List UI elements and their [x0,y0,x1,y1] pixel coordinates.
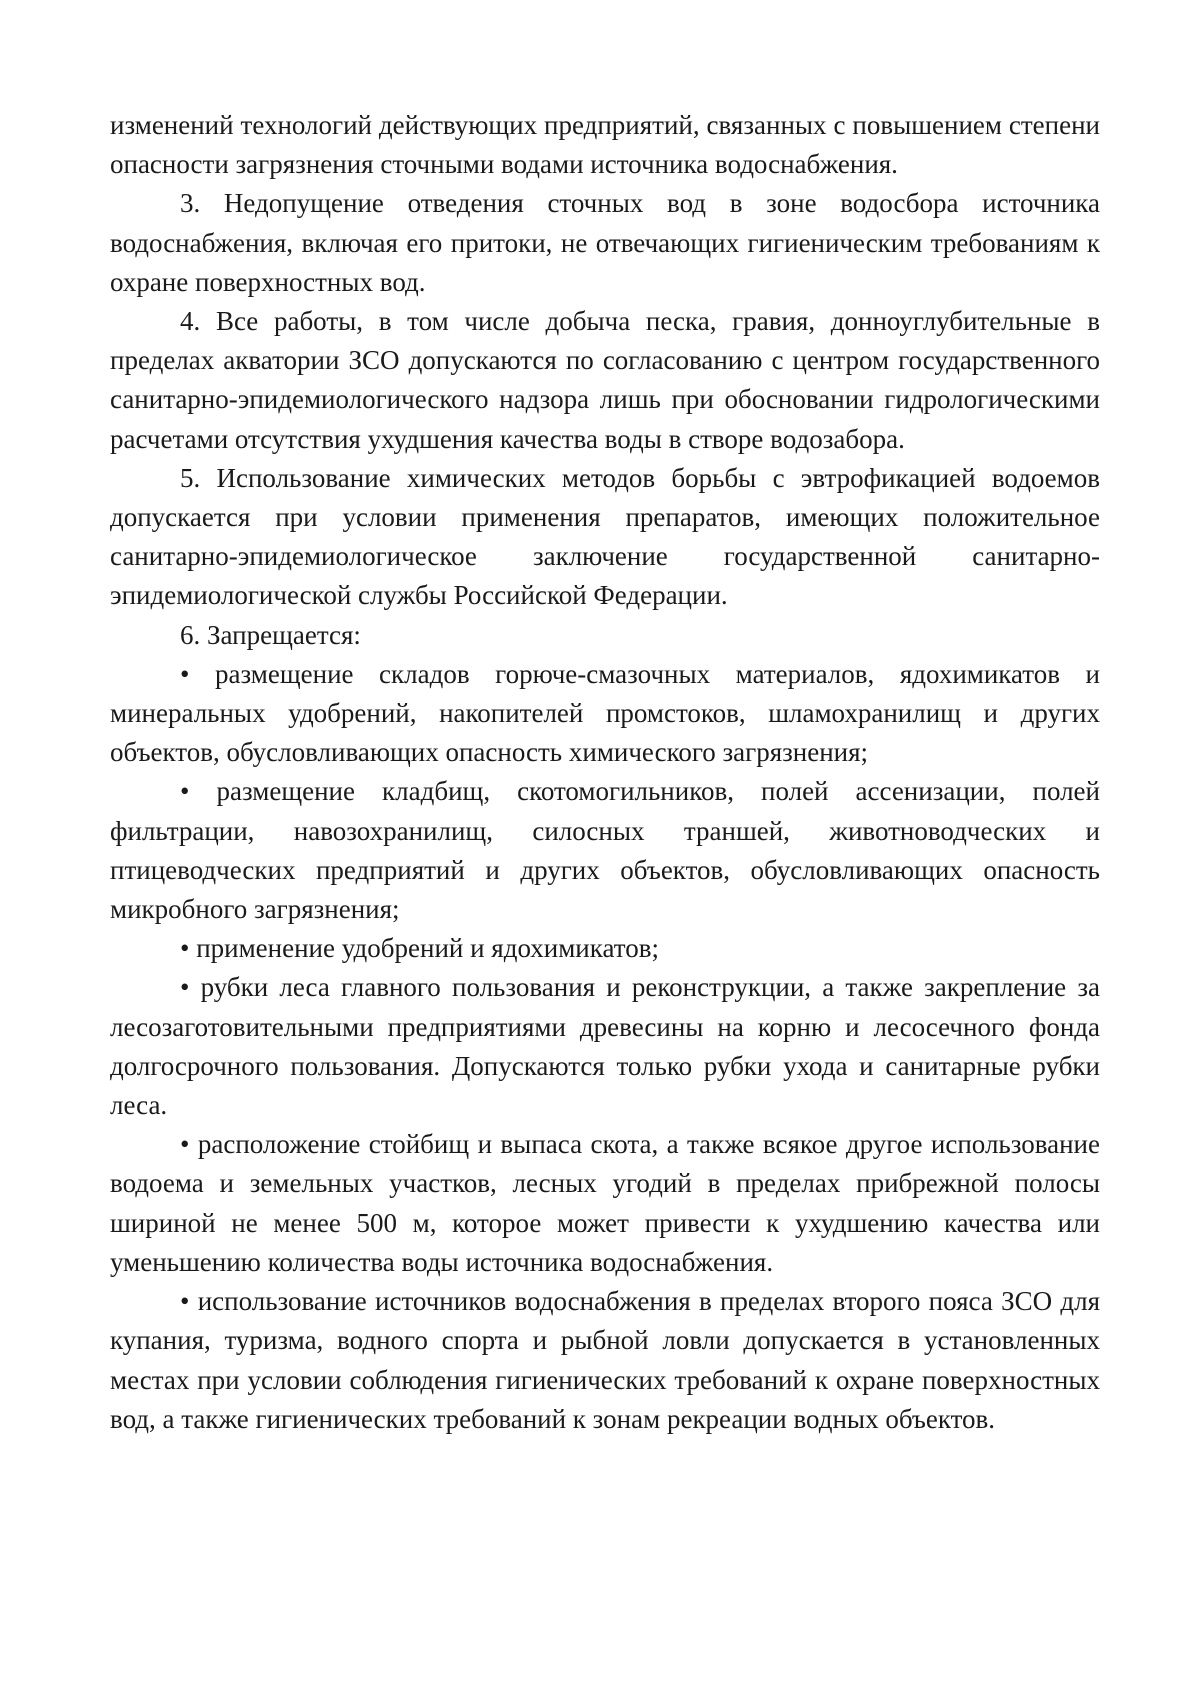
bullet-recreation: • использование источников водоснабжения в пределах второго пояса ЗСО для купания, туризма, водного спорта и рыбной ловли допускается в установленных местах при условии соблюдения гигиенических требований к охране поверхностных вод, а также гигиенических требований к зонам рекреации водных объектов. [110,1286,1100,1434]
paragraph-item-5: 5. Использование химических методов борьбы с эвтрофикацией водоемов допускается при условии применения препаратов, имеющих положительное санитарно-эпидемиологическое заключение государственной санитарно-эпидемиологической службы Российской Федерации. [110,462,1100,611]
bullet-fertilizers: • применение удобрений и ядохимикатов; [180,933,659,964]
bullet-logging: • рубки леса главного пользования и реконструкции, а также закрепление за лесозаготовительными предприятиями древесины на корню и лесосечного фонда долгосрочного пользования. Допускаются только рубки ухода и санитарные рубки леса. [110,972,1100,1121]
paragraph-item-6-heading: 6. Запрещается: [180,619,361,650]
paragraph-continuation: изменений технологий действующих предприятий, связанных с повышением степени опасности загрязнения сточными водами источника водоснабжения. [110,110,1100,180]
paragraph-item-4: 4. Все работы, в том числе добыча песка, гравия, донноуглубительные в пределах акватории ЗСО допускаются по согласованию с центром государственного санитарно-эпидемиологического надзора лишь при обосновании гидрологическими расчетами отсутствия ухудшения качества воды в створе водозабора. [110,306,1100,454]
bullet-livestock: • расположение стойбищ и выпаса скота, а также всякое другое использование водоема и земельных участков, лесных угодий в пределах прибрежной полосы шириной не менее 500 м, которое может привести к ухудшению качества или уменьшению количества воды источника водоснабжения. [110,1129,1100,1277]
bullet-microbial-objects: • размещение кладбищ, скотомогильников, полей ассенизации, полей фильтрации, навозохранилищ, силосных траншей, животноводческих и птицеводческих предприятий и других объектов, обусловливающих опасность микробного загрязнения; [110,776,1100,925]
paragraph-item-3: 3. Недопущение отведения сточных вод в зоне водосбора источника водоснабжения, включая его притоки, не отвечающих гигиеническим требованиям к охране поверхностных вод. [110,188,1100,297]
bullet-chemical-storage: • размещение складов горюче-смазочных материалов, ядохимикатов и минеральных удобрений, накопителей промстоков, шламохранилищ и других объектов, обусловливающих опасность химического загрязнения; [110,658,1100,768]
document-page [110,106,1100,1439]
